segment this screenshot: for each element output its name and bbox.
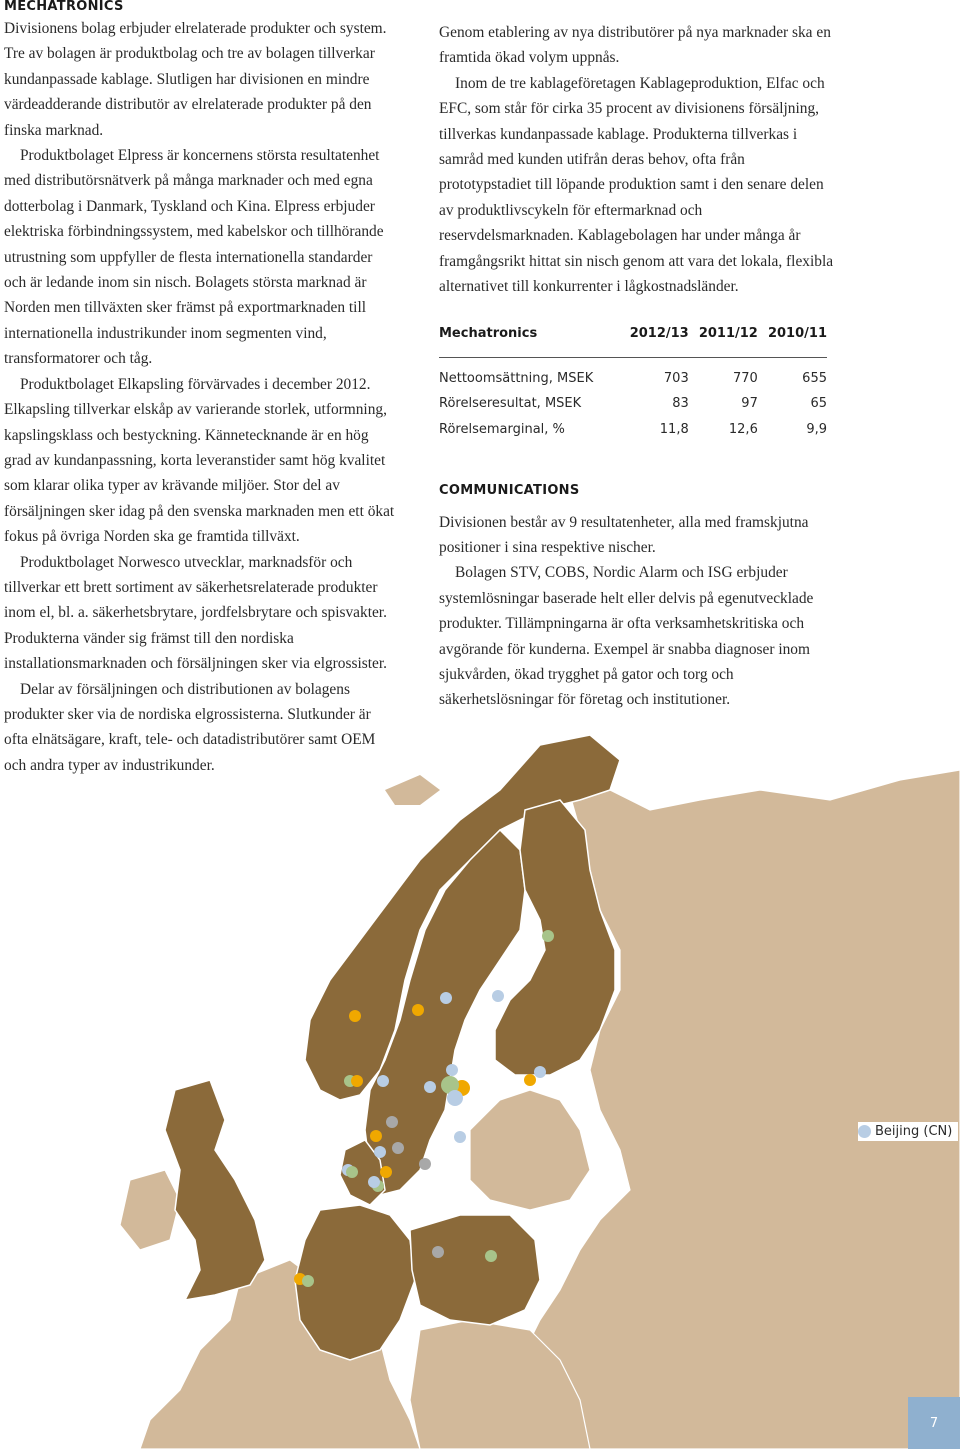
left-column [4,0,396,778]
location-marker [440,992,452,1004]
page-number-label: 7 [929,1415,939,1431]
paragraph: Divisionens bolag erbjuder elrelaterade produkter och system. Tre av bolagen är produktbolag och tre av bolagen tillverkar kundanpassade kablage. Slutligen har divisionen en mindre värdeadderande distributör av elrelaterade produkter på den finska marknad. [4,20,387,139]
location-marker [432,1246,444,1258]
table-cell: 12,6 [728,421,758,437]
table-cell: 97 [741,396,758,412]
location-marker [349,1010,361,1022]
location-marker [302,1275,314,1287]
table-cell: Rörelsemarginal, % [439,421,565,437]
location-marker [370,1130,382,1142]
location-marker [492,990,504,1002]
table-header: 2012/13 [620,321,689,357]
location-marker [485,1250,497,1262]
map-land-baltics [470,1090,590,1210]
location-marker [447,1090,463,1106]
right-column [439,20,839,713]
location-marker [419,1158,431,1170]
table-header: 2011/12 [689,321,758,357]
location-marker [380,1166,392,1178]
page-number [908,1397,960,1449]
mechatronics-kpi-table [439,321,827,442]
location-marker [524,1074,536,1086]
paragraph: Produktbolaget Elkapsling förvärvades i december 2012. Elkapsling tillverkar elskåp av varierande storlek, utformning, kapslingsklass och bestyckning. Kännetecknande är en hög grad av kundanpassning, korta leveranstider samt hög kvalitet som klarar olika typer av krävande miljöer. Stor del av försäljningen sker idag på den svenska marknaden men ett ökat fokus på övriga Norden ska ge framtida tillväxt. [4,375,395,546]
legend-label: Beijing (CN) [875,1124,953,1139]
table-cell: 65 [810,396,827,412]
table-cell: 11,8 [659,421,689,437]
map-land-ireland [120,1170,180,1250]
paragraph: Genom etablering av nya distributörer på nya marknader ska en framtida ökad volym uppnås. [439,24,831,67]
map-land-island [385,775,440,805]
table-header: Mechatronics [439,321,620,357]
map-legend [858,1122,958,1141]
location-marker [374,1146,386,1158]
legend-dot [858,1125,871,1138]
paragraph: Bolagen STV, COBS, Nordic Alarm och ISG erbjuder systemlösningar baserade helt eller delvis på egenutvecklade produkter. Tillämpningarna är ofta verksamhetskritiska och avgörande för kunderna. Exempel är snabba diagnoser inom sjukvården, ökad trygghet på gator och torg och säkerhetslösningar för företag och institutioner. [439,564,814,709]
location-marker [534,1066,546,1078]
map-country-uk [165,1080,265,1300]
paragraph: Produktbolaget Norwesco utvecklar, marknadsför och tillverkar ett brett sortiment av säkerhetsrelaterade produkter inom el, bl. a. säkerhetsbrytare, jordfelsbrytare och spisvakter. Produkterna vänder sig främst till den nordiska installationsmarknaden och försäljningen sker via elgrossister. [4,553,387,673]
paragraph: Delar av försäljningen och distributionen av bolagens produkter sker via de nordiska elgrossisterna. Slutkunder är ofta elnätsägare, kraft, tele- och datadistributörer samt OEM och andra typer av industrikunder. [4,680,376,774]
section-heading-mechatronics: MECHATRONICS [4,0,124,14]
paragraph: Inom de tre kablageföretagen Kablageproduktion, Elfac och EFC, som står för cirka 35 procent av divisionens försäljning, tillverkas kundanpassade kablage. Produkterna tillverkas i samråd med kunden utifrån deras behov, ofta från prototypstadiet till löpande produktion samt i den senare delen av produktlivscykeln för eftermarknad och reservdelsmarknaden. Kablagebolagen har under många år framgångsrikt hittat sin nisch genom att vara det lokala, flexibla alternativet till konkurrenter i lågkostnadsländer. [439,74,834,296]
section-heading-communications: COMMUNICATIONS [439,483,580,499]
table-cell: 655 [802,370,827,386]
location-marker [542,930,554,942]
table-cell: 770 [733,370,758,386]
table-cell: 83 [672,396,689,412]
table-header: 2010/11 [758,321,827,357]
table-row [439,417,827,442]
table-cell: Nettoomsättning, MSEK [439,370,594,386]
location-marker [412,1004,424,1016]
location-marker [424,1081,436,1093]
location-marker [368,1176,380,1188]
europe-map [0,700,960,1449]
table-row [439,391,827,416]
location-marker [386,1116,398,1128]
table-cell: 9,9 [806,421,827,437]
table-cell: Rörelseresultat, MSEK [439,396,582,412]
location-marker [392,1142,404,1154]
location-marker [351,1075,363,1087]
table-header-row [439,321,827,357]
map-country-poland [410,1215,540,1325]
location-marker [454,1131,466,1143]
table-row [439,357,827,391]
table-cell: 703 [663,370,689,386]
paragraph: Divisionen består av 9 resultatenheter, alla med framskjutna positioner i sina respektive nischer. [439,513,809,556]
location-marker [377,1075,389,1087]
location-marker [346,1166,358,1178]
paragraph: Produktbolaget Elpress är koncernens största resultatenhet med distributörsnätverk på många marknader och med egna dotterbolag i Danmark, Tyskland och Kina. Elpress erbjuder elektriska förbindningssystem, med kabelskor och tillhörande utrustning som uppfyller de flesta internationella standarder och är ledande inom sin nisch. Bolagets största marknad är Norden men tillväxten sker främst på exportmarknaden till internationella industrikunder inom segmenten vind, transformatorer och tåg. [4,147,384,368]
location-marker [446,1064,458,1076]
